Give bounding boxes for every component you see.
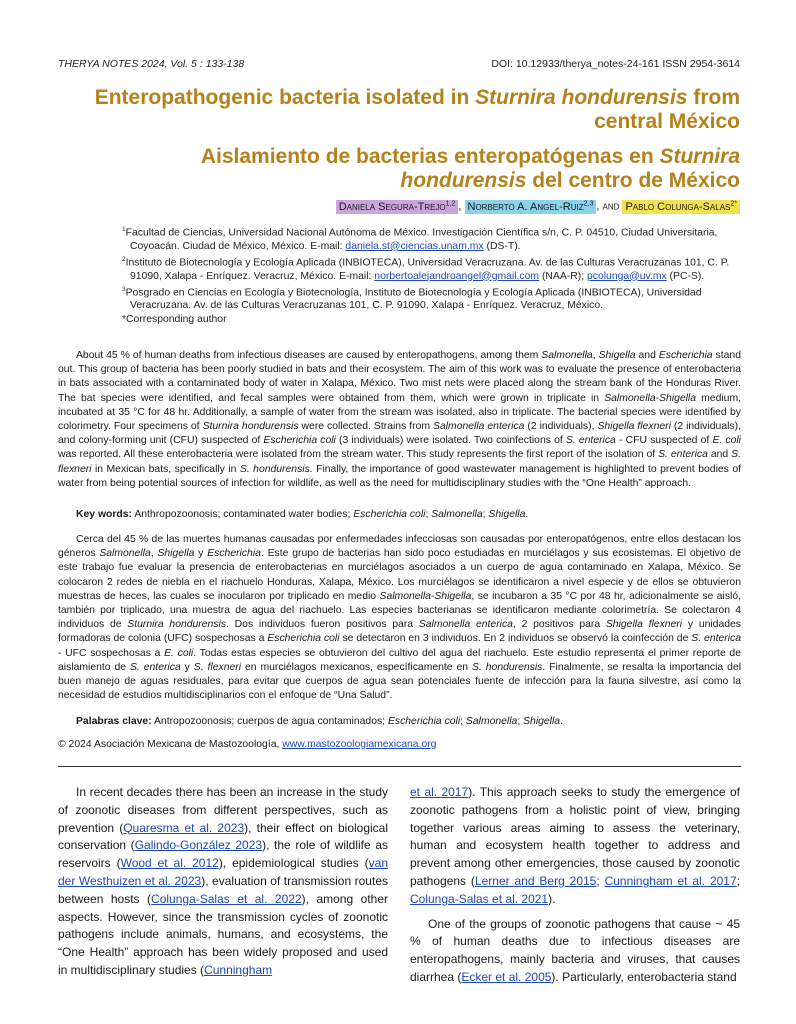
bl-t1: In recent decades there has been an increase in the study of zoonotic diseases from different perspectives, such as prevention ( xyxy=(58,785,388,835)
keywords-spanish xyxy=(58,715,741,729)
abs-es-s4: . Este grupo de bacterias han sido poco estudiadas en murciélagos y sus ecosistemas. El objetivo de este trabajo fue evaluar la presencia de enterobacterias en murciélagos asociados a un cuerpo de agua contaminado en Xalapa, México. Se colocaron 2 redes de niebla en el riachuelo Honduras, Xalapa, México. Los murciélagos se identificaron a nivel especie y de ellos se obtuvieron muestras de heces, las cuales se inocularon por triplicado en medio xyxy=(58,548,741,602)
kw-en-1: Anthropozoonosis; contaminated water bodies; xyxy=(132,509,354,520)
abs-es-s11: . Todas estas especies se obtuvieron del cultivo del agua del riachuelo. Este estudio representa el primer reporte de aislamiento de xyxy=(58,647,741,673)
author-2-name: Norberto A. Angel-Ruiz xyxy=(467,200,584,213)
abs-es-g8: Escherichia coli xyxy=(267,633,340,645)
author-2 xyxy=(465,200,597,214)
author-sep-1: , xyxy=(458,200,465,213)
author-1-name: Daniela Segura-Trejo xyxy=(338,200,446,213)
copyright-text: © 2024 Asociación Mexicana de Mastozoología, xyxy=(58,739,283,750)
title-spanish xyxy=(80,145,740,193)
author-3-name: Pablo Colunga-Salas xyxy=(625,200,731,213)
title-en-text-2: from central México xyxy=(594,86,740,133)
title-es-text-1: Aislamiento de bacterias enteropatógenas en xyxy=(200,145,660,168)
author-3 xyxy=(622,200,740,214)
ref-van-der-westhuizen-2023[interactable]: van der Westhuizen et al. 2023 xyxy=(58,856,388,888)
abs-en-s11: was reported. All these enterobacteria were isolated from the stream water. This study represents the first report of the isolation of xyxy=(58,449,659,461)
society-website-link[interactable]: www.mastozoologiamexicana.org xyxy=(282,739,437,750)
abs-en-s5: medium, incubated at 35 °C for 48 hr. Additionally, a sample of water from the stream was isolated, also in triplicate. The bacterial species were identified by colorimetry. Four specimens of xyxy=(58,392,741,433)
kw-es-7: . xyxy=(560,716,563,727)
br-t2: ; xyxy=(596,873,605,888)
kw-es-2: Escherichia coli xyxy=(387,716,461,727)
abs-en-g3: Escherichia xyxy=(658,350,713,361)
affiliation-3 xyxy=(122,283,742,313)
abs-en-g6: Salmonella enterica xyxy=(433,421,525,433)
body-paragraph-1 xyxy=(58,784,388,980)
kw-en-5: ; xyxy=(482,509,489,520)
abs-es-s9: se detectaron en 3 individuos. En 2 individuos se observó la coinfección de xyxy=(339,633,692,645)
journal-citation: THERYA NOTES 2024, Vol. 5 : 133-138 xyxy=(58,58,245,70)
aff-2-email-link-2[interactable]: pcolunga@uv.mx xyxy=(587,270,667,282)
abs-en-s12: and xyxy=(707,449,732,461)
author-sep-2: , and xyxy=(596,200,623,213)
abs-es-s10: - UFC sospechosas a xyxy=(58,647,165,659)
aff-1-tail: (DS-T). xyxy=(483,240,521,252)
aff-2-text: Instituto de Biotecnología y Ecología Aplicada (INBIOTECA), Universidad Veracruzana. Av. de las Culturas Veracruzanas 101, C. P. 91090, Xalapa - Enríquez. Veracruz, México. E-mail: xyxy=(125,257,730,282)
title-es-species: Sturnira hondurensis xyxy=(400,145,740,192)
abs-en-g8: Escherichia coli xyxy=(263,435,336,447)
abs-en-g13: S. hondurensis xyxy=(239,463,310,475)
ref-quaresma-2023[interactable]: Quaresma et al. 2023 xyxy=(123,820,245,835)
abs-es-g2: Shigella xyxy=(157,548,195,560)
title-es-text-2: del centro de México xyxy=(526,169,740,192)
aff-1-email-link[interactable]: daniela.st@ciencias.unam.mx xyxy=(345,240,484,252)
br-p2: One of the groups of zoonotic pathogens that cause ~ 45 % of human deaths due to infectious diseases are enteropathogens, mainly bacteria and viruses, that causes diarrhea ( xyxy=(410,916,740,984)
corresponding-author-note: *Corresponding author xyxy=(122,313,227,325)
ref-galindo-gonzalez-2023[interactable]: Galindo-González 2023 xyxy=(134,838,263,853)
abs-es-s13: en murciélagos mexicanos, específicamente en xyxy=(241,661,473,673)
title-en-species: Sturnira hondurensis xyxy=(475,86,688,109)
aff-3-text: Posgrado en Ciencias en Ecología y Biotecnología, Instituto de Biotecnología y Ecología Aplicada (INBIOTECA), Universidad Veracruzana. Av. de las Culturas Veracruzanas 101, C. P. 91090, Xalapa - Enríquez. Veracruz, México. xyxy=(125,287,702,312)
br-t4: ). xyxy=(548,891,556,906)
affiliations xyxy=(122,223,742,326)
bl-t6: ), among other aspects. However, since the transmission cycles of zoonotic pathogens include animals, humans, and ecosystems, the “One Health” approach has been widely proposed and used in multidisciplinary studies ( xyxy=(58,891,389,977)
aff-1-sup: 1 xyxy=(122,226,126,233)
abs-es-g5: Sturnira hondurensis xyxy=(127,619,227,631)
body-paragraph-2 xyxy=(410,916,740,987)
ref-lerner-berg-2015[interactable]: Lerner and Berg 2015 xyxy=(474,873,597,888)
abstract-spanish xyxy=(58,533,741,703)
abs-en-g2: Shigella xyxy=(598,350,636,361)
abs-es-s5: , se incubaron a 35 °C por 48 hr, adicionalmente se aisló, también por triplicado, una muestra de agua del riachuelo. Las especies bacterianas se identificaron mediante colorimetría. Se colectaron 4 individuos de xyxy=(58,590,742,631)
abs-en-s13: in Mexican bats, specifically in xyxy=(91,463,240,475)
ref-colunga-salas-2021[interactable]: Colunga-Salas et al. 2021 xyxy=(410,891,549,906)
abs-en-g5: Sturnira hondurensis xyxy=(202,421,299,433)
abs-en-g11: S. enterica xyxy=(658,449,708,461)
bl-t4: ), epidemiological studies ( xyxy=(218,856,369,871)
br-p2b: ). Particularly, enterobacteria stand xyxy=(551,969,737,984)
abs-en-g1: Salmonella xyxy=(541,350,593,361)
bl-t2: ), their effect on biological conservation ( xyxy=(58,820,389,853)
kw-es-3: ; xyxy=(460,716,466,727)
aff-2-email-link-1[interactable]: norbertoalejandroangel@gmail.com xyxy=(374,270,540,282)
kw-es-1: Antropozoonosis; cuerpos de agua contaminados; xyxy=(151,716,388,727)
abs-es-s3: y xyxy=(194,548,208,560)
author-1-sup: 1,2 xyxy=(445,200,456,207)
br-t3: ; xyxy=(736,873,740,888)
affiliation-1 xyxy=(122,223,742,253)
aff-2-tail: (PC-S). xyxy=(666,270,705,282)
author-1 xyxy=(336,200,459,214)
abs-es-g13: S. hondurensis xyxy=(472,661,543,673)
abs-en-s9: (3 individuals) were isolated. Two coinfections of xyxy=(335,435,566,447)
br-t1: ). This approach seeks to study the emergence of zoonotic pathogens from a holistic point of view, bringing together various areas aiming to assess the veterinary, human and ecosystem health together to address and prevent among other emergencies, those caused by zoonotic pathogens ( xyxy=(410,785,740,888)
ref-wood-2012[interactable]: Wood et al. 2012 xyxy=(120,856,219,871)
abs-en-g10: E. coli xyxy=(712,435,741,447)
abs-en-s4: stand out. This group of bacteria has been poorly studied in bats and their ecosystem. The aim of this work was to evaluate the presence of enterobacteria in bats associated with a contaminated body of water in Xalapa, México. Two mist nets were placed along the stream bank of the Honduras River. The bat species were identified, and fecal samples were obtained from them, which were grown in triplicate in xyxy=(58,350,741,404)
author-2-sup: 2,3 xyxy=(583,200,594,207)
abs-es-g7: Shigella flexneri xyxy=(605,619,683,631)
abs-es-g10: E. coli xyxy=(164,647,194,659)
title-english xyxy=(80,86,740,134)
kw-en-7: . xyxy=(525,509,529,520)
abs-en-s10: - CFU suspected of xyxy=(615,435,713,447)
abs-en-g4: Salmonella-Shigella xyxy=(604,392,697,404)
abstract-english xyxy=(58,349,741,491)
abs-en-g9: S. enterica xyxy=(565,435,616,447)
body-paragraph-1-cont xyxy=(410,784,740,909)
aff-2-sup: 2 xyxy=(122,255,126,263)
bl-t5: ), evaluation of transmission routes between hosts ( xyxy=(58,873,388,906)
abs-en-s6: were collected. Strains from xyxy=(298,421,434,433)
kw-es-6: Shigella xyxy=(523,716,561,727)
kw-es-5: ; xyxy=(517,716,524,727)
ref-ecker-2005[interactable]: Ecker et al. 2005 xyxy=(461,969,552,984)
bl-t3: ), the role of wildlife as reservoirs ( xyxy=(58,838,388,871)
ref-cunningham-2017[interactable]: Cunningham et al. 2017 xyxy=(604,873,737,888)
section-divider xyxy=(58,766,741,767)
title-en-text-1: Enteropathogenic bacteria isolated in xyxy=(94,86,476,109)
doi-issn: DOI: 10.12933/therya_notes-24-161 ISSN 2954-3614 xyxy=(491,58,740,70)
running-header xyxy=(58,58,740,72)
abs-es-s6: . Dos individuos fueron positivos para xyxy=(226,619,419,631)
abs-es-g3: Escherichia xyxy=(207,548,261,560)
abs-es-s8: y unidades formadoras de colonia (UFC) sospechosas a xyxy=(58,619,741,645)
aff-2-mid: (NAA-R); xyxy=(539,270,587,282)
abs-es-s1: Cerca del 45 % de las muertes humanas causadas por enfermedades infecciosas son causadas por enteropatógenos, entre ellos destacan los géneros xyxy=(58,534,741,560)
affiliation-2 xyxy=(122,253,742,283)
author-list xyxy=(336,200,740,213)
abs-en-s2: , xyxy=(592,350,599,361)
abs-es-s7: , 2 positivos para xyxy=(512,619,606,631)
ref-colunga-salas-2022[interactable]: Colunga-Salas et al. 2022 xyxy=(151,891,302,906)
ref-cunningham-2017-part1[interactable]: Cunningham xyxy=(204,962,273,977)
abs-en-s7: (2 individuals), xyxy=(524,421,598,433)
ref-cunningham-2017-part2[interactable]: et al. 2017 xyxy=(410,785,469,799)
abs-en-s3: and xyxy=(635,350,659,361)
abs-en-s14: . Finally, the importance of good wastewater management is highlighted to prevent bodies of water from being potential sources of infection for wildlife, as well as the need for multidisciplinary studies with the “One Health” approach. xyxy=(58,463,741,489)
abs-es-g1: Salmonella xyxy=(99,548,151,560)
abs-es-s2: , xyxy=(150,548,158,560)
abs-es-s12: y xyxy=(180,661,194,673)
abs-es-g4: Salmonella-Shigella xyxy=(379,590,472,602)
body-column-left xyxy=(58,784,388,980)
aff-3-sup: 3 xyxy=(122,285,126,293)
kw-en-6: Shigella xyxy=(488,509,526,520)
body-column-right xyxy=(410,784,740,987)
kw-es-label: Palabras clave: xyxy=(76,716,152,727)
abs-en-s1: About 45 % of human deaths from infectious diseases are caused by enteropathogens, among them xyxy=(76,350,542,361)
abs-es-g11: S. enterica xyxy=(130,661,181,673)
abs-es-g9: S. enterica xyxy=(691,633,742,645)
copyright-line xyxy=(58,738,741,752)
abs-es-s14: . Finalmente, se resalta la importancia del buen manejo de aguas residuales, para evitar que cuerpos de agua sean potenciales fuente de infección para la fauna silvestre, así como la necesidad de estudios multidisciplinarios con el enfoque de “Una Salud”. xyxy=(58,661,742,702)
aff-1-text: Facultad de Ciencias, Universidad Nacional Autónoma de México. Investigación Científica s/n, C. P. 04510, Ciudad Universitaria, Coyoacán. Ciudad de México, México. E-mail: xyxy=(125,227,718,252)
abs-en-g12: S. flexneri xyxy=(58,449,741,475)
kw-en-3: ; xyxy=(425,509,432,520)
kw-en-4: Salmonella xyxy=(431,509,483,520)
abs-es-g6: Salmonella enterica xyxy=(418,619,513,631)
abs-en-s8: (2 individuals), and colony-forming unit (CFU) suspected of xyxy=(58,421,741,447)
author-3-sup: 2* xyxy=(730,200,737,207)
keywords-english xyxy=(58,508,741,522)
kw-en-label: Key words: xyxy=(76,509,133,520)
abs-en-g7: Shigella flexneri xyxy=(597,421,671,433)
kw-es-4: Salmonella xyxy=(465,716,518,727)
kw-en-2: Escherichia coli xyxy=(353,509,426,520)
abs-es-g12: S. flexneri xyxy=(193,661,242,673)
